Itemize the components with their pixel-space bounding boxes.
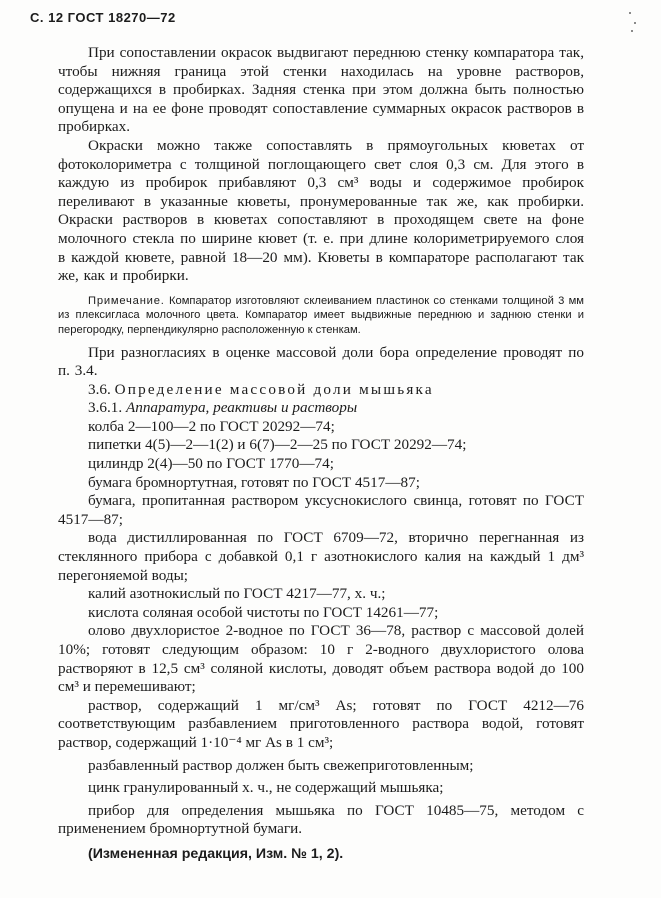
list-item: цинк гранулированный х. ч., не содержащий мышьяка; [88, 779, 444, 797]
document-body [58, 44, 584, 863]
list-item: прибор для определения мышьяка по ГОСТ 10485—75, методом с применением бромнортутной бумаги. [58, 801, 584, 838]
paragraph-cuvettes: Окраски можно также сопоставлять в прямоугольных кюветах от фотоколориметра с толщиной поглощающего свет слоя 0,3 см. Для этого в каждую из пробирок прибавляют 0,3 см³ воды и содержимое пробирок переливают в указанные кюветы, пронумерованные так же, как пробирки. Окраски растворов в кюветах сопоставляют в проходящем свете на фоне молочного стекла по ширине кювет (т. е. при длине колориметрируемого слоя в каждой кювете, равной 18—20 мм). Кюветы в компараторе располагают так же, как и пробирки. [58, 136, 584, 285]
list-item: бумага бромнортутная, готовят по ГОСТ 4517—87; [88, 473, 420, 491]
note-label: Примечание. [88, 294, 165, 307]
amendment-note: (Измененная редакция, Изм. № 1, 2). [88, 845, 344, 862]
page-header: С. 12 ГОСТ 18270—72 [30, 10, 176, 25]
note-text: Компаратор изготовляют склеиванием пластинок со стенками толщиной 3 мм из плексигласа молочного цвета. Компаратор имеет выдвижные переднюю и заднюю стенки и перегородку, перпендикулярно расположенную к стенкам. [58, 294, 584, 336]
paragraph-disagreement: При разногласиях в оценке массовой доли бора определение проводят по п. 3.4. [58, 343, 584, 380]
list-item: бумага, пропитанная раствором уксуснокислого свинца, готовят по ГОСТ 4517—87; [58, 492, 584, 528]
subsection-number: 3.6.1. [88, 399, 123, 417]
scan-specks [625, 10, 639, 34]
list-item: олово двухлористое 2-водное по ГОСТ 36—78, раствор с массовой долей 10%; готовят следующим образом: 10 г 2-водного двухлористого олова растворяют в 12,5 см³ соляной кислоты, доводят объем раствора водой до 100 см³ и перемешивают; [58, 622, 584, 696]
list-item: кислота соляная особой чистоты по ГОСТ 14261—77; [88, 603, 439, 621]
section-number: 3.6. [88, 380, 111, 398]
list-item: колба 2—100—2 по ГОСТ 20292—74; [88, 417, 335, 435]
list-item: калий азотнокислый по ГОСТ 4217—77, х. ч.; [88, 585, 386, 603]
subsection-heading [58, 399, 584, 418]
list-item: пипетки 4(5)—2—1(2) и 6(7)—2—25 по ГОСТ 20292—74; [88, 436, 467, 454]
subsection-title: Аппаратура, реактивы и растворы [125, 399, 358, 417]
list-item: раствор, содержащий 1 мг/см³ As; готовят по ГОСТ 4212—76 соответствующим разбавлением приготовленного раствора водой, готовят раствор, содержащий 1·10⁻⁴ мг As в 1 см³; [58, 696, 584, 751]
list-item: цилиндр 2(4)—50 по ГОСТ 1770—74; [88, 455, 334, 473]
list-item: разбавленный раствор должен быть свежеприготовленным; [88, 756, 474, 774]
section-title: Определение массовой доли мышьяка [114, 380, 434, 398]
note-block [58, 294, 584, 338]
list-item: вода дистиллированная по ГОСТ 6709—72, вторично перегнанная из стеклянного прибора с добавкой 0,1 г азотнокислого калия на каждый 1 дм³ перегоняемой воды; [58, 529, 584, 584]
section-heading [58, 381, 584, 400]
paragraph-comparison: При сопоставлении окрасок выдвигают переднюю стенку компаратора так, чтобы нижняя граница этой стенки находилась на уровне растворов, содержащихся в пробирках. Задняя стенка при этом должна быть полностью опущена и на ее фоне проводят сопоставление суммарных окрасок растворов в пробирках. [58, 44, 584, 136]
